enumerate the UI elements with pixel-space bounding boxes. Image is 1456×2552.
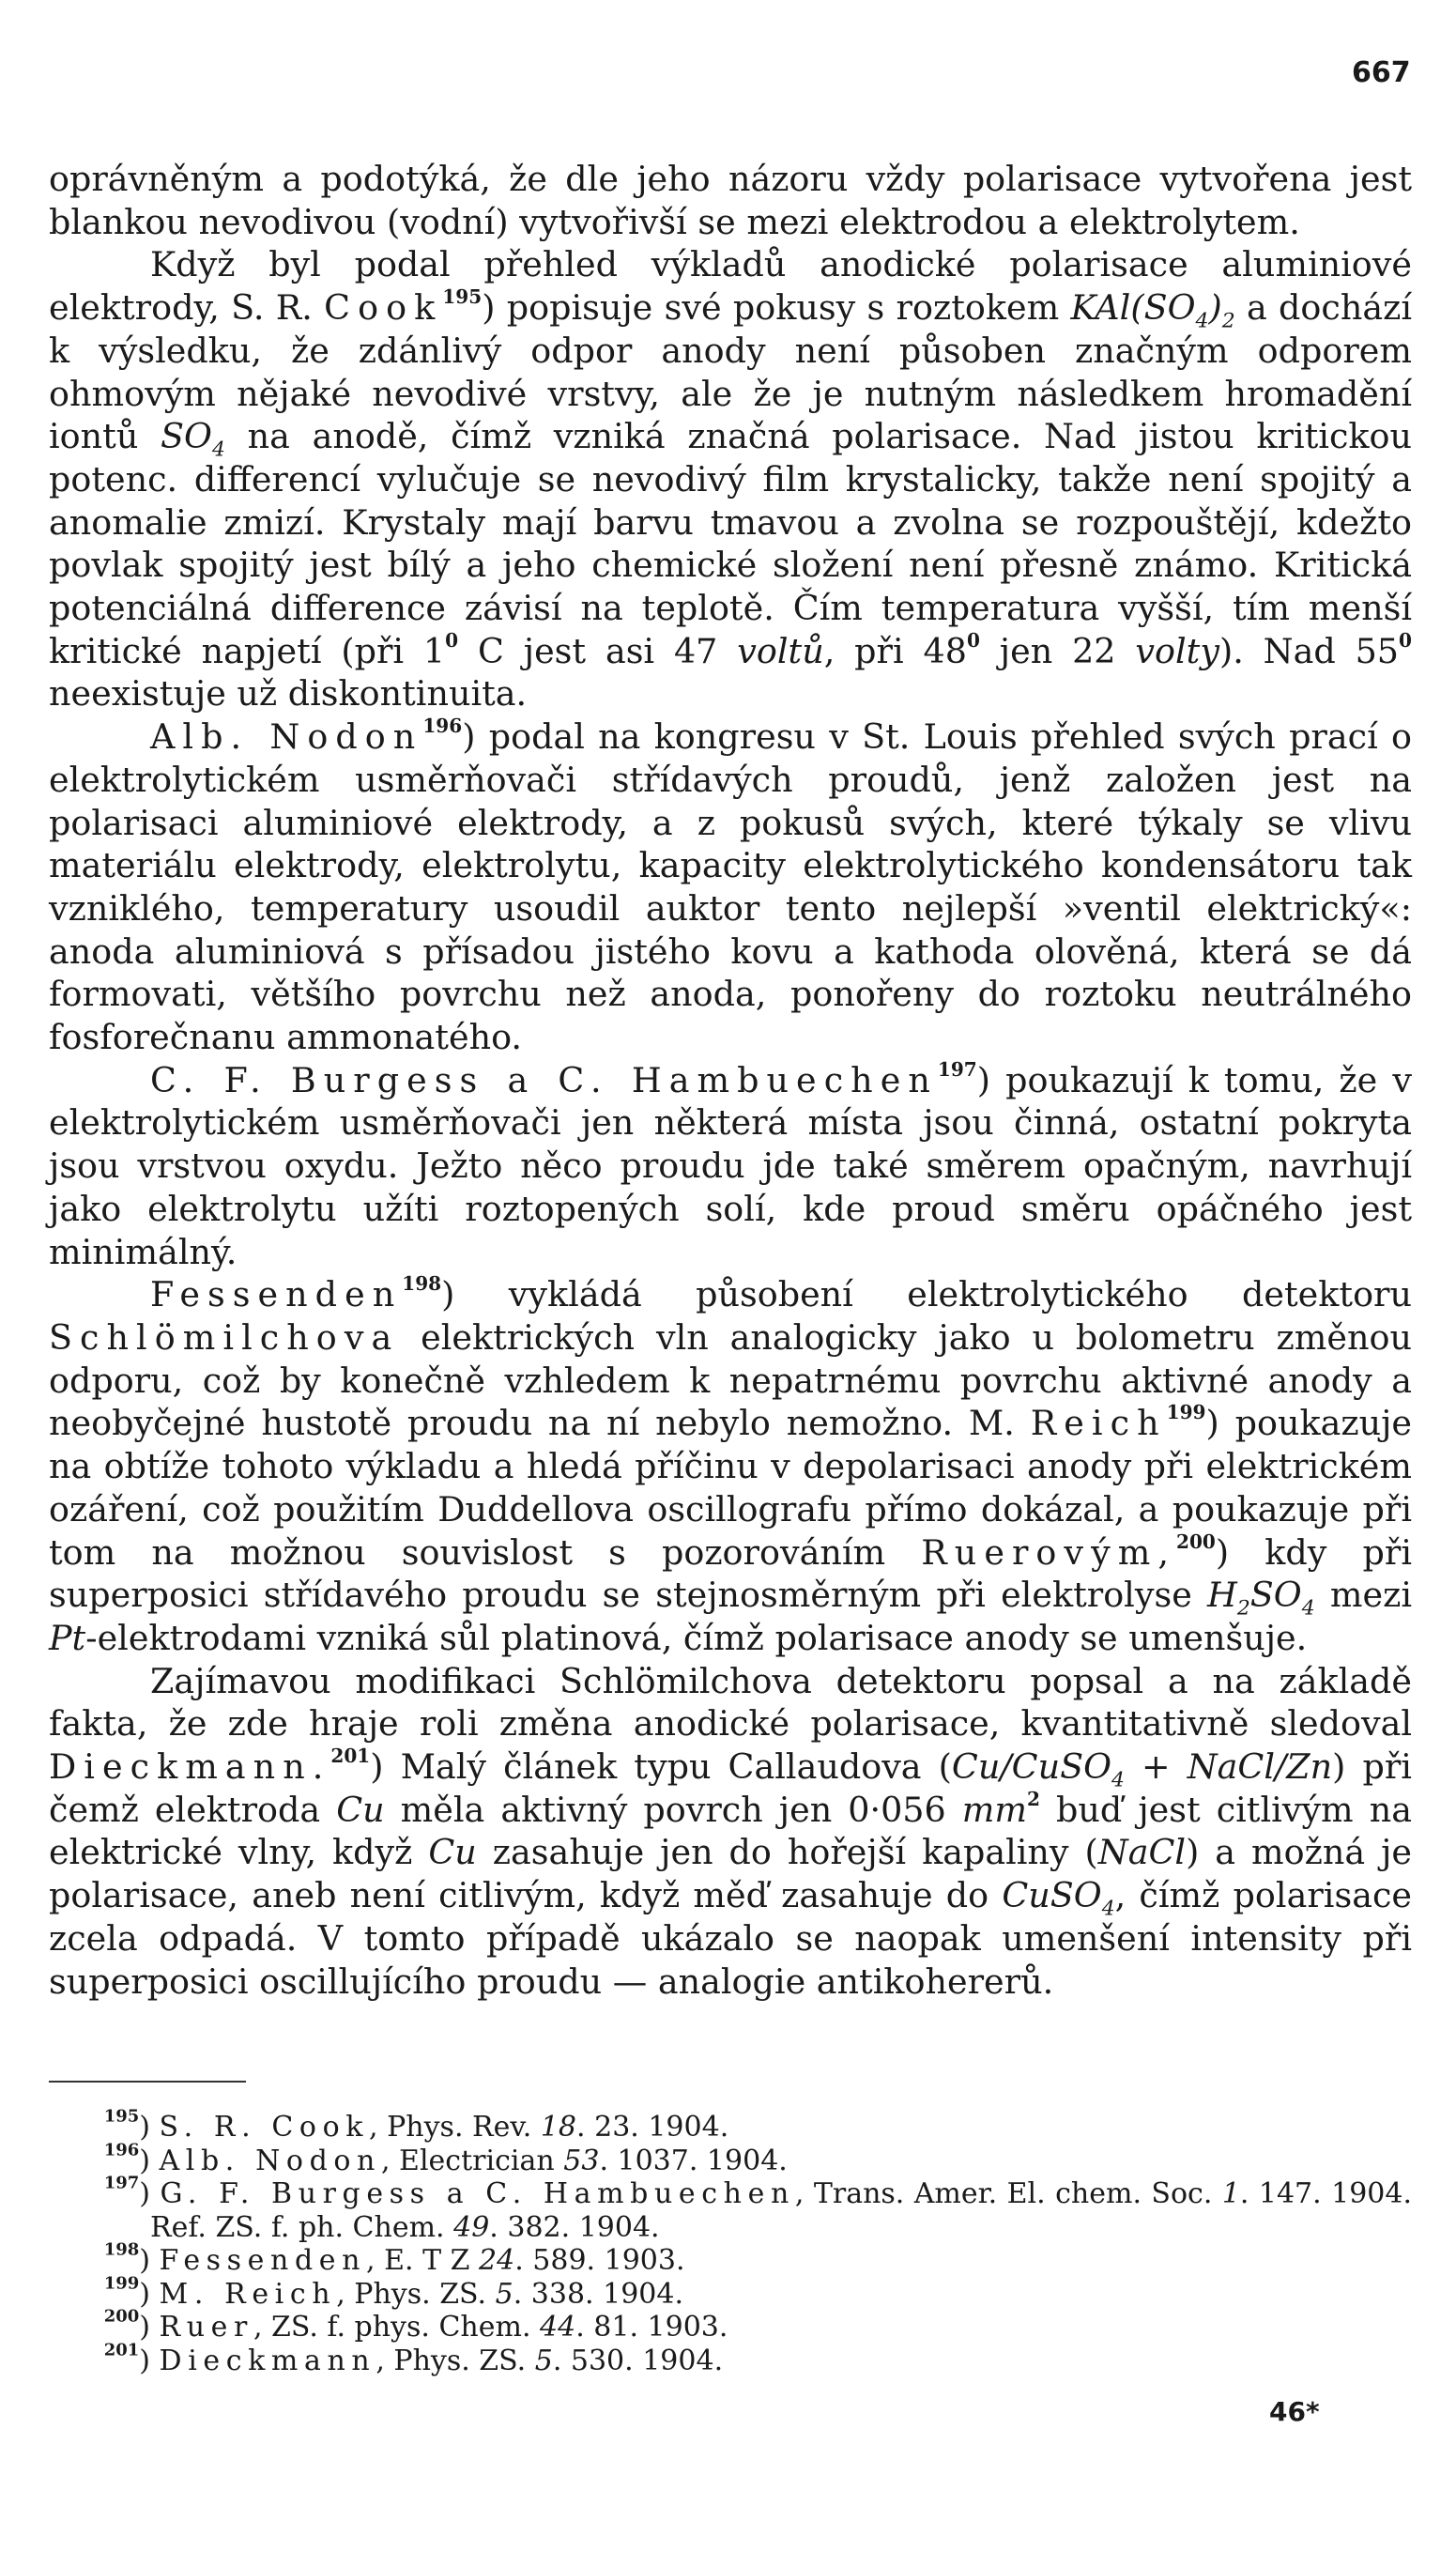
- chemical-formula: Pt: [49, 1617, 86, 1658]
- footnote-ref: 195: [442, 285, 483, 309]
- footnote-ref: 197: [937, 1057, 977, 1081]
- chemical-formula: NaCl: [1097, 1832, 1187, 1873]
- page-number: 667: [1352, 56, 1411, 89]
- chemical-formula: $H_2SO_4$: [1207, 1575, 1315, 1621]
- person-name: Schlömilchova: [49, 1316, 400, 1358]
- footnote-ref: 200: [1176, 1530, 1216, 1553]
- author-name: C. F. Burgess a C. Hambuechen: [150, 1059, 938, 1100]
- body-text: [49, 158, 1412, 2003]
- footnote: $^{198}$) Fessenden, E. T Z 24. 589. 1903.: [103, 2239, 685, 2277]
- paragraph-3: Alb. Nodon$^{196}$) podal na kongresu v St. Louis přehled svých prací o elektrolytickém usměrňovači střídavých proudů, jenž založen jest na polarisaci aluminiové elektrody, a z pokusů svých, které týkaly se vlivu materiálu elektrody, elektrolytu, kapacity elektrolytického kondensátoru tak vzniklého, temperatury usoudil auktor tento nejlepší »ventil elektrický«: anoda aluminiová s přísadou jistého kovu a kathoda olověná, která se dá formovati, většího povrchu než anoda, ponořeny do roztoku neutrálného fosforečnanu ammonatého.: [49, 715, 1413, 1058]
- chemical-formula: Cu: [428, 1832, 477, 1873]
- footnote-ref: 196: [422, 715, 463, 738]
- chemical-formula: Cu: [336, 1789, 385, 1830]
- unit: volty: [1135, 630, 1219, 671]
- footnote: $^{195}$) S. R. Cook, Phys. Rev. 18. 23. 1904.: [103, 2106, 729, 2144]
- footnote-divider: [49, 2081, 246, 2083]
- paragraph-2: Když byl podal přehled výkladů anodické polarisace aluminiové elektrody, S. R. Cook$^{195}$) popisuje své pokusy s roztokem $KAl(SO_4)_2$ a dochází k výsledku, že zdánlivý odpor anody není působen značným odporem ohmovým nějaké nevodivé vrstvy, ale že je nutným následkem hromadění iontů $SO_4$ na anodě, čímž vzniká značná polarisace. Nad jistou kritickou potenc. differencí vylučuje se nevodivý film krystalicky, takže není spojitý a anomalie zmizí. Krystaly mají barvu tmavou a zvolna se rozpouštějí, kdežto povlak spojitý jest bílý a jeho chemické složení není přesně známo. Kritická potenciálná difference závisí na teplotě. Čím temperatura vyšší, tím menší kritické napjetí (při $1^0$ C jest asi 47 voltů, při $48^0$ jen 22 volty). Nad $55^0$ neexistuje už diskontinuita.: [49, 244, 1413, 715]
- unit: voltů: [737, 630, 824, 671]
- footnotes: [49, 2106, 1412, 2377]
- footnote: $^{197}$) G. F. Burgess a C. Hambuechen, Trans. Amer. El. chem. Soc. 1. 147. 1904. Ref. ZS. f. ph. Chem. 49. 382. 1904.: [103, 2173, 1412, 2244]
- footnote: $^{196}$) Alb. Nodon, Electrician 53. 1037. 1904.: [103, 2140, 788, 2177]
- signature-mark: 46*: [1269, 2396, 1320, 2427]
- footnote-ref: 198: [402, 1272, 442, 1296]
- paragraph-5: Fessenden$^{198}$) vykládá působení elektrolytického detektoru Schlömilchova elektrických vln analogicky jako u bolometru změnou odporu, což by konečně vzhledem k nepatrnému povrchu aktivné anody a neobyčejné hustotě proudu na ní nebylo nemožno. M. Reich$^{199}$) poukazuje na obtíže tohoto výkladu a hledá příčinu v depolarisaci anody při elektrickém ozáření, což použitím Duddellova oscillografu přímo dokázal, a poukazuje při tom na možnou souvislost s pozorováním Ruerovým,$^{200}$) kdy při superposici střídavého proudu se stejnosměrným při elektrolyse $H_2SO_4$ mezi Pt-elektrodami vzniká sůl platinová, čímž polarisace anody se umenšuje.: [49, 1272, 1413, 1658]
- chemical-formula: Cu/CuSO$_4$ + NaCl/Zn: [951, 1746, 1333, 1792]
- author-name: Dieckmann.: [49, 1746, 331, 1788]
- footnote-ref: 201: [330, 1744, 371, 1767]
- author-name: Cook: [324, 287, 443, 329]
- chemical-formula: $KAl(SO_4)_2$: [1070, 287, 1235, 333]
- footnote: $^{201}$) Dieckmann, Phys. ZS. 5. 530. 1904.: [103, 2340, 724, 2377]
- unit: mm: [961, 1789, 1028, 1830]
- footnote-ref: 199: [1166, 1401, 1206, 1424]
- footnote: $^{199}$) M. Reich, Phys. ZS. 5. 338. 1904.: [103, 2273, 683, 2311]
- author-name: Alb. Nodon: [150, 716, 423, 758]
- paragraph-6: Zajímavou modifikaci Schlömilchova detektoru popsal a na základě fakta, že zde hraje roli změna anodické polarisace, kvantitativně sledoval Dieckmann.$^{201}$) Malý článek typu Callaudova (Cu/CuSO$_4$ + NaCl/Zn) při čemž elektroda Cu měla aktivný povrch jen 0·056 $mm^2$ buď jest citlivým na elektrické vlny, když Cu zasahuje jen do hořejší kapaliny (NaCl) a možná je polarisace, aneb není citlivým, když měď zasahuje do CuSO$_4$, čímž polarisace zcela odpadá. V tomto případě ukázalo se naopak umenšení intensity při superposici oscillujícího proudu — analogie antikohererů.: [49, 1660, 1412, 2002]
- author-name: Ruerovým,: [921, 1531, 1177, 1573]
- author-name: Reich: [1030, 1403, 1167, 1444]
- chemical-formula: CuSO$_4$: [1002, 1875, 1115, 1921]
- footnote: $^{200}$) Ruer, ZS. f. phys. Chem. 44. 81. 1903.: [103, 2306, 728, 2344]
- paragraph-4: C. F. Burgess a C. Hambuechen$^{197}$) poukazují k tomu, že v elektrolytickém usměrňovači jen některá místa jsou činná, ostatní pokryta jsou vrstvou oxydu. Ježto něco proudu jde také směrem opačným, navrhují jako elektrolytu užíti roztopených solí, kde proud směru opáčného jest minimálný.: [49, 1057, 1412, 1272]
- author-name: Fessenden: [150, 1274, 403, 1315]
- chemical-formula: $SO_4$: [161, 416, 225, 462]
- paragraph-1: oprávněným a podotýká, že dle jeho názoru vždy polarisace vytvořena jest blankou nevodivou (vodní) vytvořivší se mezi elektrodou a elektrolytem.: [49, 159, 1412, 242]
